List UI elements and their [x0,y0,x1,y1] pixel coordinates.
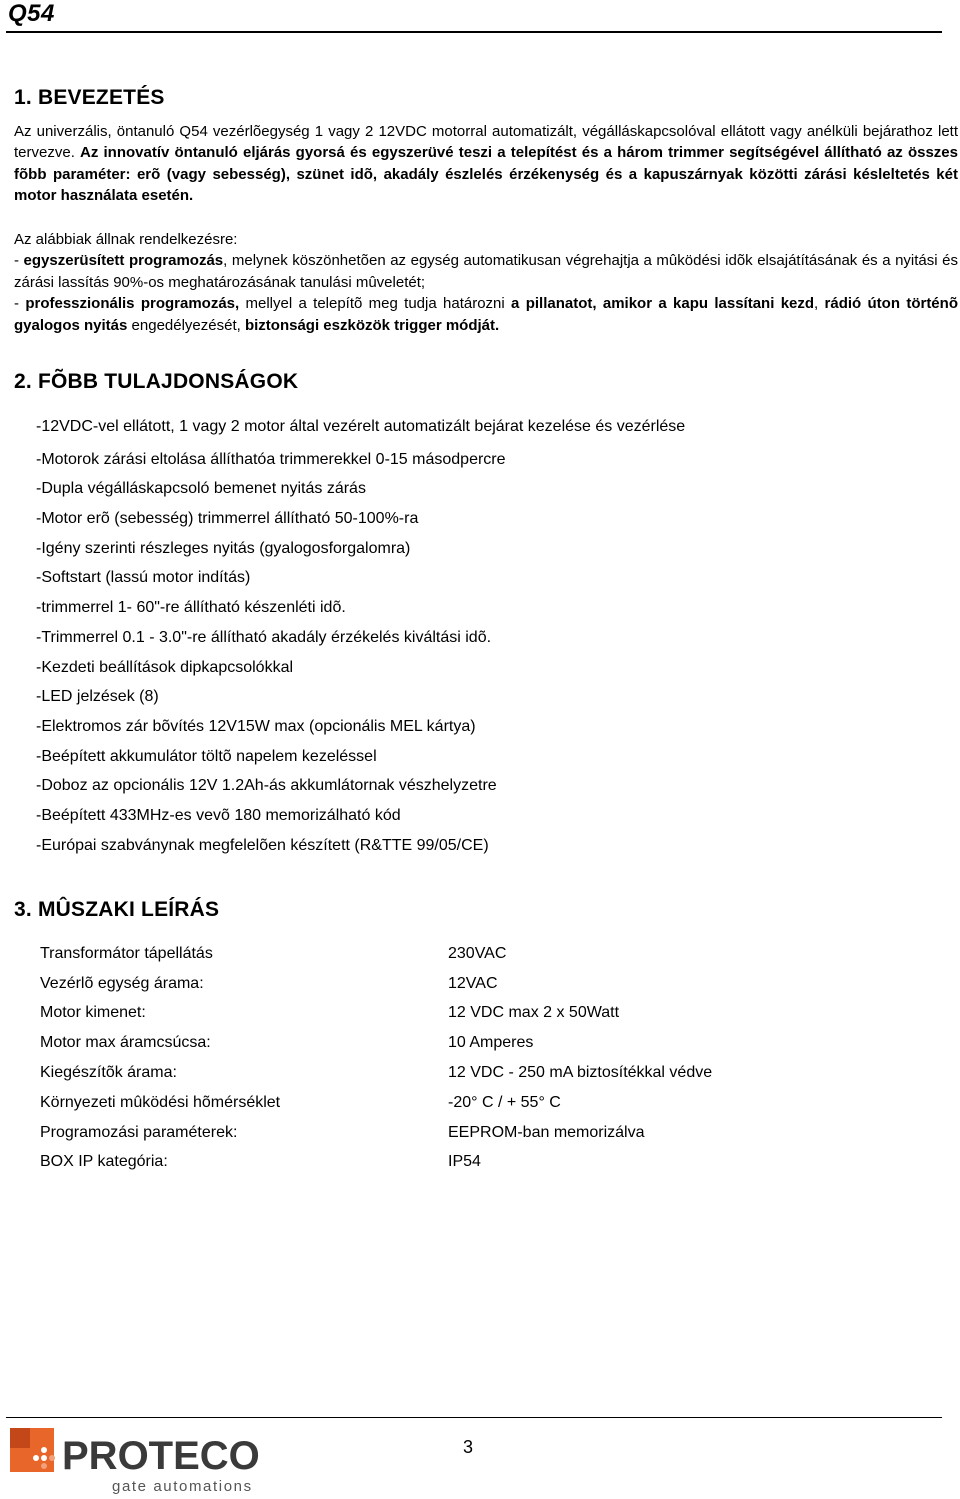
available-lead: Az alábbiak állnak rendelkezésre: [14,231,238,248]
spec-label: Vezérlõ egység árama: [40,974,204,992]
spec-label: Transformátor tápellátás [40,944,213,962]
intro-paragraph [14,121,958,207]
spec-label: BOX IP kategória: [40,1153,168,1171]
section-title-intro: 1. BEVEZETÉS [14,86,165,109]
list-item: -trimmerrel 1- 60"-re állítható készenléti idõ. [36,599,346,617]
list-item: -Igény szerinti részleges nyitás (gyalogosforgalomra) [36,539,411,557]
spec-label: Motor max áramcsúcsa: [40,1034,211,1052]
logo-text: PROTECO [62,1434,260,1478]
list-item: -Softstart (lassú motor indítás) [36,569,251,587]
intro-text: Az univerzális, öntanuló Q54 vezérlõegység 1 vagy 2 12VDC motorral automatizált, végálláskapcsolóval ellátott vagy anélküli bejárathoz lett tervezve. [14,123,958,162]
item-text: , melynek köszönhetõen az egység automatikusan végrehajtja a mûködési idõk elsajátításának és a nyitási és zárási lassítás 90%-os meghatározásának tanulási mûveletét; [14,252,958,291]
item-bold: rádió úton történõ gyalogos nyitás [14,295,958,334]
list-item: -Kezdeti beállítások dipkapcsolókkal [36,658,294,676]
spec-value: 12VAC [448,974,498,992]
spec-value: 230VAC [448,944,507,962]
available-item-simple [14,250,958,293]
list-item: -LED jelzések (8) [36,688,159,706]
page-number: 3 [463,1437,474,1457]
spec-value: EEPROM-ban memorizálva [448,1123,645,1141]
section-title-tech: 3. MÛSZAKI LEÍRÁS [14,898,220,921]
spec-value: 12 VDC max 2 x 50Watt [448,1004,620,1022]
list-item: -Motor erõ (sebesség) trimmerrel állítható 50-100%-ra [36,510,419,528]
logo-mark-icon [10,1428,55,1472]
item-text: , [814,295,825,313]
item-prefix: - [14,295,26,313]
feature-list [36,412,685,860]
spec-value: 12 VDC - 250 mA biztosítékkal védve [448,1064,713,1082]
spec-label: Környezeti mûködési hõmérséklet [40,1093,281,1111]
spec-label: Motor kimenet: [40,1004,146,1022]
list-item: -Motorok zárási eltolása állíthatóa trimmerekkel 0-15 másodpercre [36,450,506,468]
spec-value: 10 Amperes [448,1034,534,1052]
item-bold: egyszerüsített programozás [23,252,224,270]
item-bold: a pillanatot, amikor a kapu lassítani kezd [511,295,815,313]
item-prefix: - [14,252,24,270]
spec-table [40,939,712,1177]
spec-label: Kiegészítõk árama: [40,1064,177,1082]
table-row [40,969,712,999]
list-item: -Dupla végálláskapcsoló bemenet nyitás zárás [36,480,366,498]
table-row [40,999,712,1029]
spec-value: IP54 [448,1153,481,1171]
table-row [40,1028,712,1058]
available-features [14,229,958,336]
item-text: mellyel a telepítõ meg tudja határozni [239,295,512,313]
page-header [0,0,960,36]
section-title-features: 2. FÕBB TULAJDONSÁGOK [14,370,299,393]
footer-rule [6,1417,942,1418]
document-code: Q54 [8,0,55,27]
list-item: -Elektromos zár bõvítés 12V15W max (opcionális MEL kártya) [36,717,476,735]
available-item-pro [14,293,958,336]
table-row [40,1088,712,1118]
item-text: engedélyezését, [127,316,245,334]
list-item: -Beépített akkumulátor töltõ napelem kezeléssel [36,747,377,765]
list-item: -12VDC-vel ellátott, 1 vagy 2 motor által vezérelt automatizált bejárat kezelése és vezérlése [36,418,686,435]
list-item: -Doboz az opcionális 12V 1.2Ah-ás akkumlátornak vészhelyzetre [36,777,497,795]
table-row [40,1118,712,1148]
intro-bold-text: Az innovatív öntanuló eljárás gyorsá és egyszerüvé teszi a telepítést és a három trimmer segítségével állítható az összes fõbb paraméter: erõ (vagy sebesség), szünet idõ, akadály észlelés érzékenység és a kapuszárnyak közötti zárási késleltetés két motor használata esetén. [14,144,958,205]
table-row [40,1058,712,1088]
table-row [40,939,712,969]
spec-label: Programozási paraméterek: [40,1123,238,1141]
item-bold: professzionális programozás, [25,295,240,313]
header-rule [6,31,942,33]
item-bold: biztonsági eszközök trigger módját. [244,316,500,334]
list-item: -Beépített 433MHz-es vevõ 180 memorizálható kód [36,806,401,824]
table-row [40,1148,712,1178]
spec-value: -20° C / + 55° C [448,1093,561,1111]
logo-tagline: gate automations [112,1478,253,1495]
proteco-logo [6,1422,278,1496]
list-item: -Európai szabványnak megfelelõen készített (R&TTE 99/05/CE) [36,836,489,854]
list-item: -Trimmerrel 0.1 - 3.0"-re állítható akadály érzékelés kiváltási idõ. [36,628,492,646]
